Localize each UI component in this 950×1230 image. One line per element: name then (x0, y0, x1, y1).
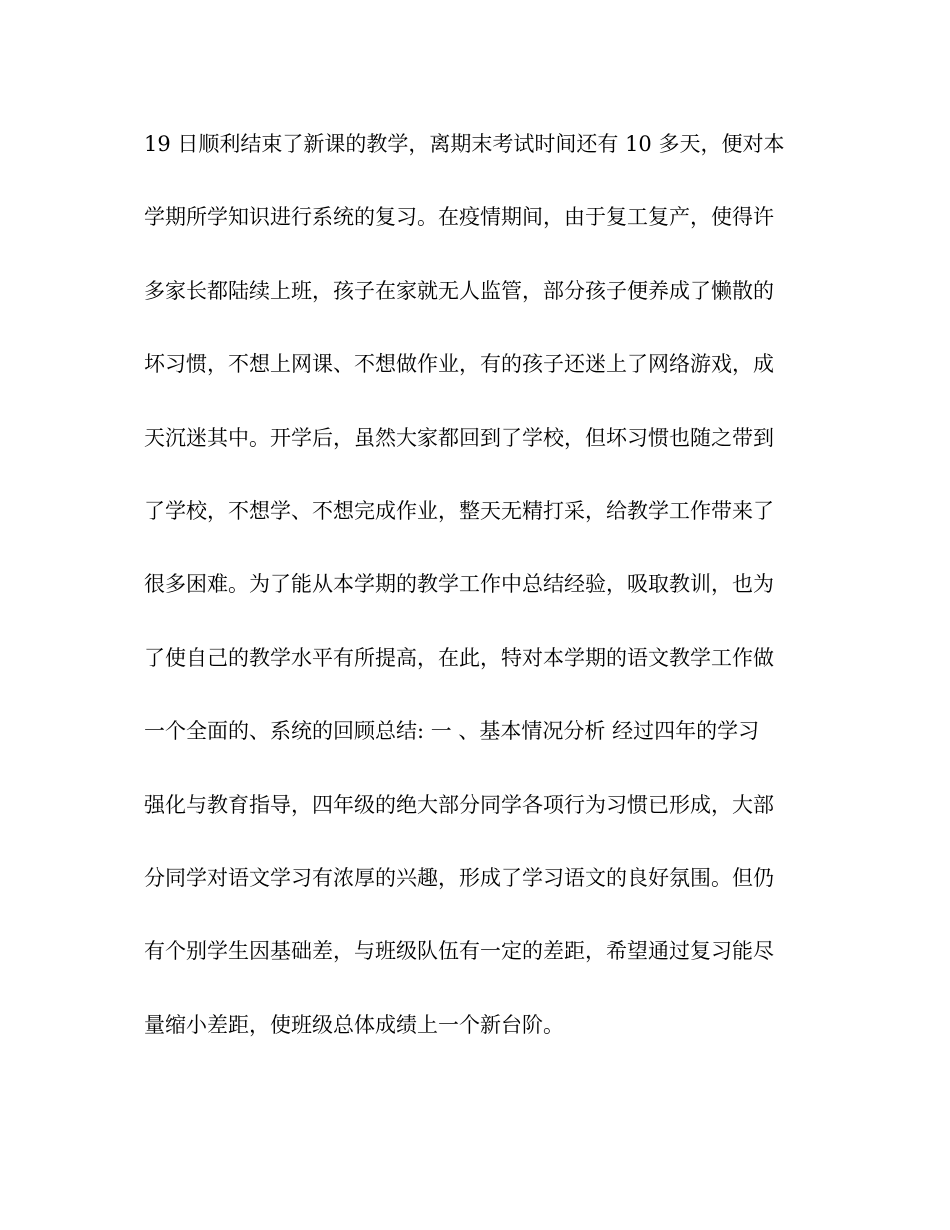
text-line: 19 日顺利结束了新课的教学，离期末考试时间还有 10 多天，便对本 (144, 132, 785, 156)
text-line: 量缩小差距，使班级总体成绩上一个新台阶。 (144, 1012, 564, 1037)
text-line: 一个全面的、系统的回顾总结: 一 、基本情况分析 经过四年的学习 (144, 719, 760, 744)
text-line: 了学校，不想学、不想完成作业，整天无精打采，给教学工作带来了 (144, 498, 774, 523)
text-line: 坏习惯，不想上网课、不想做作业，有的孩子还迷上了网络游戏，成 (144, 352, 774, 377)
text-line: 分同学对语文学习有浓厚的兴趣，形成了学习语文的良好氛围。但仍 (144, 865, 774, 890)
text-line: 有个别学生因基础差，与班级队伍有一定的差距，希望通过复习能尽 (144, 939, 774, 964)
text-line: 很多困难。为了能从本学期的教学工作中总结经验，吸取教训，也为 (144, 572, 774, 597)
text-line: 学期所学知识进行系统的复习。在疫情期间，由于复工复产，使得许 (144, 205, 774, 230)
text-line: 强化与教育指导，四年级的绝大部分同学各项行为习惯已形成，大部 (144, 792, 774, 817)
text-line: 了使自己的教学水平有所提高，在此，特对本学期的语文教学工作做 (144, 645, 774, 670)
body-paragraph (144, 121, 804, 1075)
text-line: 多家长都陆续上班，孩子在家就无人监管，部分孩子便养成了懒散的 (144, 278, 774, 303)
text-line: 天沉迷其中。开学后，虽然大家都回到了学校，但坏习惯也随之带到 (144, 425, 774, 450)
